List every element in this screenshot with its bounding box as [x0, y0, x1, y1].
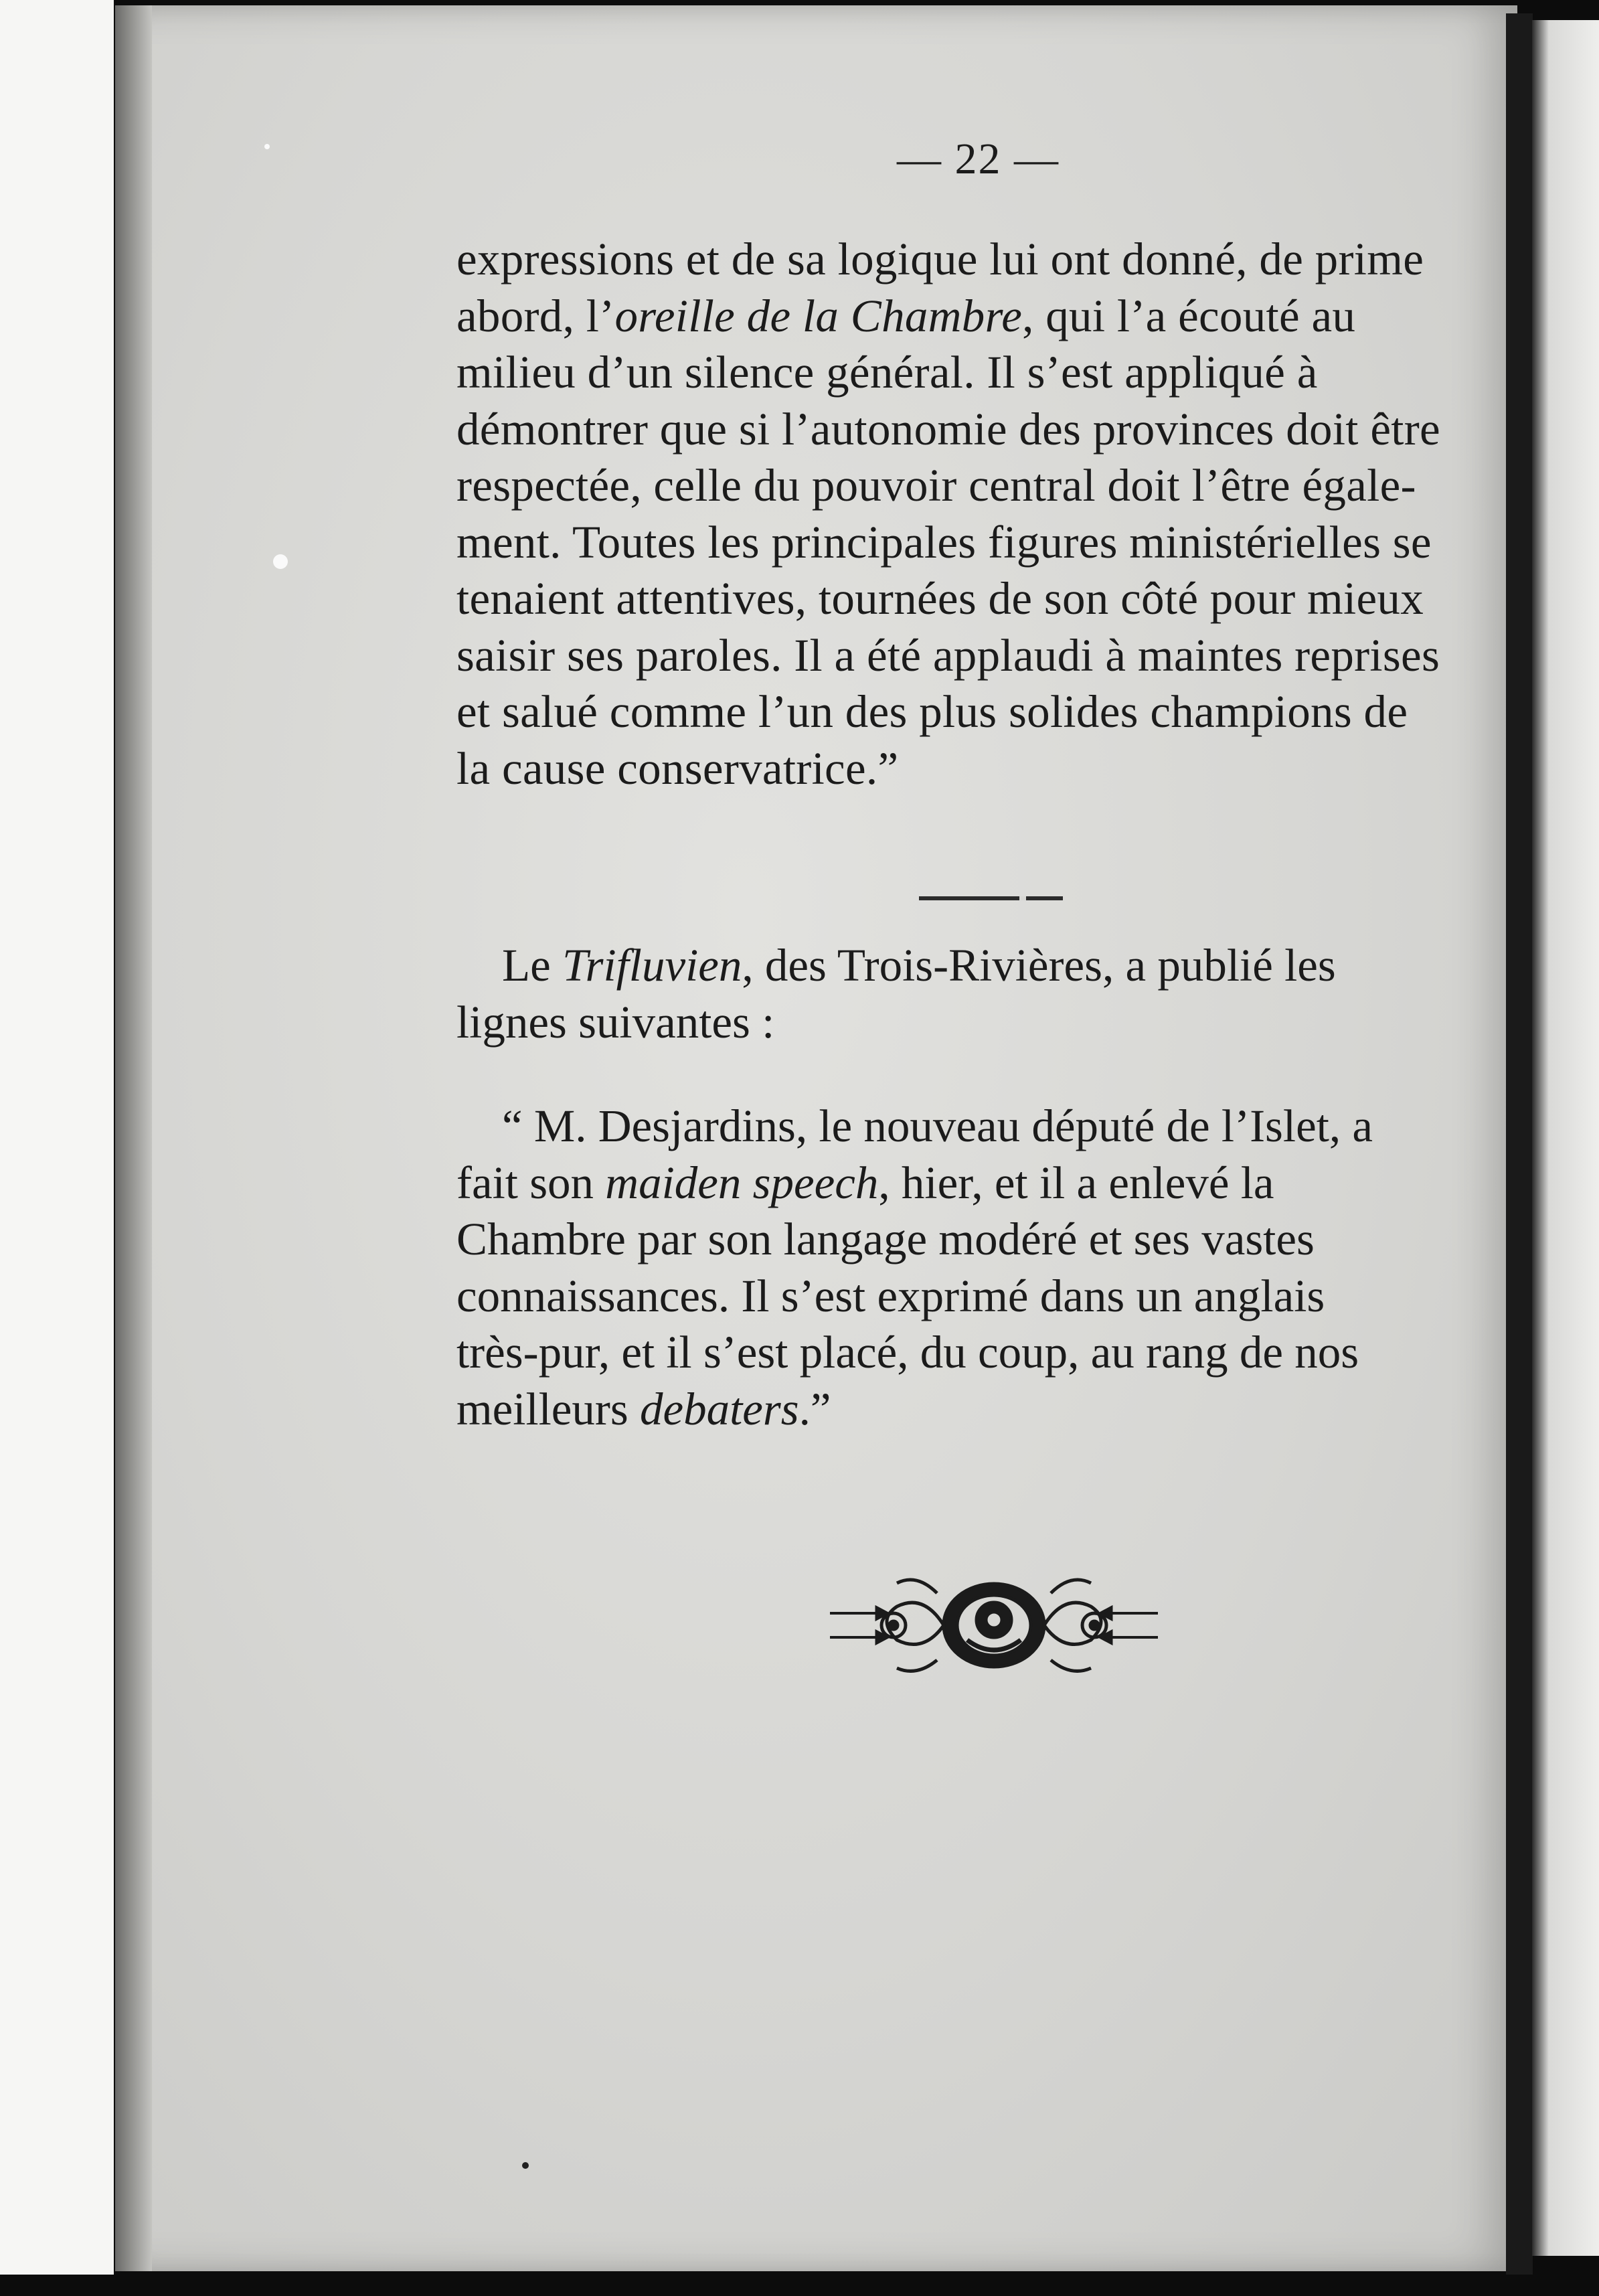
text-line: “ M. Desjardins, le nouveau député de l’Islet, a [502, 1100, 1373, 1151]
text-line: milieu d’un silence général. Il s’est appliqué à [456, 347, 1318, 398]
text-line: et salué comme l’un des plus solides champions de [456, 686, 1408, 737]
italic-phrase: oreille de la Chambre [614, 290, 1023, 341]
dust-speck [522, 2162, 529, 2169]
text-line: Chambre par son langage modéré et ses vastes [456, 1214, 1315, 1264]
text-line: fait son maiden speech, hier, et il a enlevé la [456, 1157, 1274, 1208]
scan-margin-right [1532, 20, 1599, 2256]
scan-bottom-band [0, 2275, 1599, 2296]
text-line: ment. Toutes les principales figures ministérielles se [456, 516, 1432, 568]
italic-phrase: maiden speech [605, 1157, 879, 1208]
text-line: lignes suivantes : [456, 996, 775, 1048]
text-line: expressions et de sa logique lui ont donné, de prime [456, 234, 1424, 284]
italic-phrase: debaters [640, 1383, 799, 1434]
text-line: saisir ses paroles. Il a été applaudi à maintes reprises [456, 629, 1440, 681]
text-line: démontrer que si l’autonomie des provinces doit être [456, 403, 1440, 455]
dust-speck [273, 554, 288, 569]
text-line: tenaient attentives, tournées de son côté pour mieux [456, 573, 1424, 624]
floral-vignette-icon [823, 1566, 1165, 1684]
italic-phrase: Trifluvien [562, 940, 742, 991]
page-number: — 22 — [897, 135, 1060, 183]
paragraph-continuation [456, 231, 1527, 797]
scan-margin-left [0, 0, 114, 2276]
dust-speck [264, 144, 270, 149]
text-line: abord, l’oreille de la Chambre, qui l’a écouté au [456, 290, 1356, 341]
text-line: respectée, celle du pouvoir central doit l’être égale- [456, 460, 1416, 511]
text-line: connaissances. Il s’est exprimé dans un anglais [456, 1270, 1325, 1321]
section-separator [919, 896, 1063, 900]
paragraph-quotation [456, 1098, 1527, 1437]
text-line: la cause conservatrice.” [456, 742, 899, 794]
page-binding-edge [115, 5, 152, 2271]
text-line: très-pur, et il s’est placé, du coup, au rang de nos [456, 1327, 1359, 1378]
paragraph-trifluvien [456, 937, 1527, 1050]
text-line: Le Trifluvien, des Trois-Rivières, a publié les [502, 940, 1336, 991]
text-line: meilleurs debaters.” [456, 1383, 831, 1434]
